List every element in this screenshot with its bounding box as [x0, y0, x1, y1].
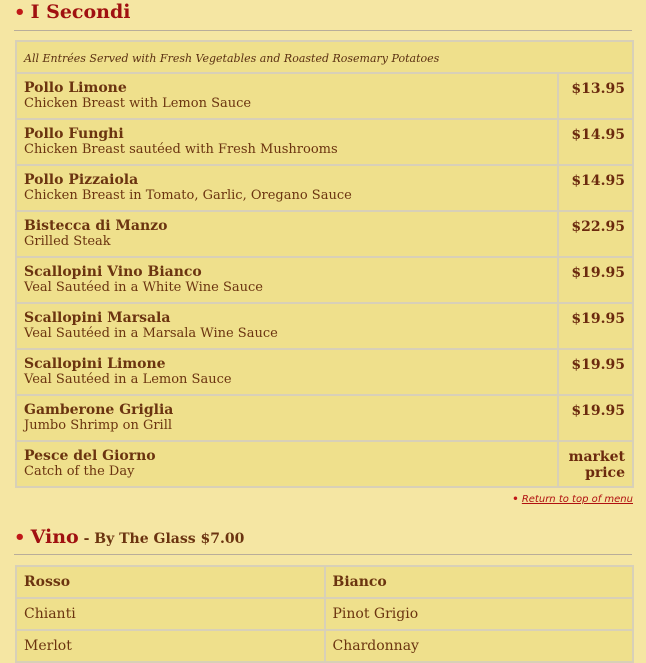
- dish-price: $14.95: [558, 165, 633, 211]
- dish-description: Chicken Breast in Tomato, Garlic, Oregano Sauce: [24, 188, 352, 203]
- menu-item-row: [16, 349, 633, 395]
- dish-description: Jumbo Shrimp on Grill: [24, 418, 173, 433]
- secondi-table: [15, 40, 634, 488]
- wine-white: Pinot Grigio: [325, 598, 634, 630]
- dish-description: Veal Sautéed in a White Wine Sauce: [24, 280, 264, 295]
- dish-price: market price: [558, 441, 633, 487]
- dish-name: Pollo Pizzaiola: [24, 172, 139, 188]
- intro-note: All Entrées Served with Fresh Vegetables and Roasted Rosemary Potatoes: [16, 41, 633, 73]
- column-header-rosso: Rosso: [16, 566, 325, 598]
- wine-row: [16, 598, 633, 630]
- dish-name: Pollo Funghi: [24, 126, 124, 142]
- return-to-top: [512, 494, 633, 505]
- vino-header: [14, 523, 632, 555]
- intro-row: [16, 41, 633, 73]
- dish-description: Veal Sautéed in a Marsala Wine Sauce: [24, 326, 278, 341]
- menu-item-row: [16, 165, 633, 211]
- dish-price: $13.95: [558, 73, 633, 119]
- dish-price: $22.95: [558, 211, 633, 257]
- section-title: Vino: [30, 526, 79, 548]
- wine-red: Merlot: [16, 630, 325, 662]
- dish-description: Grilled Steak: [24, 234, 111, 249]
- bullet-icon: •: [14, 2, 26, 23]
- dish-name: Pollo Limone: [24, 80, 127, 96]
- return-to-top-link[interactable]: Return to top of menu: [521, 494, 633, 505]
- dish-price: $19.95: [558, 303, 633, 349]
- dish-name: Pesce del Giorno: [24, 448, 156, 464]
- dish-description: Veal Sautéed in a Lemon Sauce: [24, 372, 232, 387]
- menu-item-row: [16, 119, 633, 165]
- wine-white: Chardonnay: [325, 630, 634, 662]
- menu-item-row: [16, 441, 633, 487]
- dish-description: Chicken Breast with Lemon Sauce: [24, 96, 252, 111]
- dish-price: $19.95: [558, 349, 633, 395]
- menu-item-row: [16, 303, 633, 349]
- section-subtitle: - By The Glass $7.00: [78, 531, 245, 547]
- dish-name: Gamberone Griglia: [24, 402, 174, 418]
- dish-name: Scallopini Limone: [24, 356, 166, 372]
- dish-description: Catch of the Day: [24, 464, 135, 479]
- dish-price: $19.95: [558, 395, 633, 441]
- bullet-icon: •: [14, 527, 26, 548]
- menu-item-row: [16, 395, 633, 441]
- dish-price: $14.95: [558, 119, 633, 165]
- wine-header-row: [16, 566, 633, 598]
- section-title: I Secondi: [30, 1, 131, 23]
- dish-price: $19.95: [558, 257, 633, 303]
- dish-name: Scallopini Marsala: [24, 310, 171, 326]
- dish-name: Scallopini Vino Bianco: [24, 264, 202, 280]
- secondi-header: [14, 0, 632, 31]
- menu-item-row: [16, 257, 633, 303]
- wine-table: [15, 565, 634, 663]
- wine-red: Chianti: [16, 598, 325, 630]
- menu-item-row: [16, 211, 633, 257]
- bullet-icon: •: [512, 494, 519, 505]
- dish-name: Bistecca di Manzo: [24, 218, 168, 234]
- menu-item-row: [16, 73, 633, 119]
- dish-description: Chicken Breast sautéed with Fresh Mushrooms: [24, 142, 338, 157]
- wine-row: [16, 630, 633, 662]
- column-header-bianco: Bianco: [325, 566, 634, 598]
